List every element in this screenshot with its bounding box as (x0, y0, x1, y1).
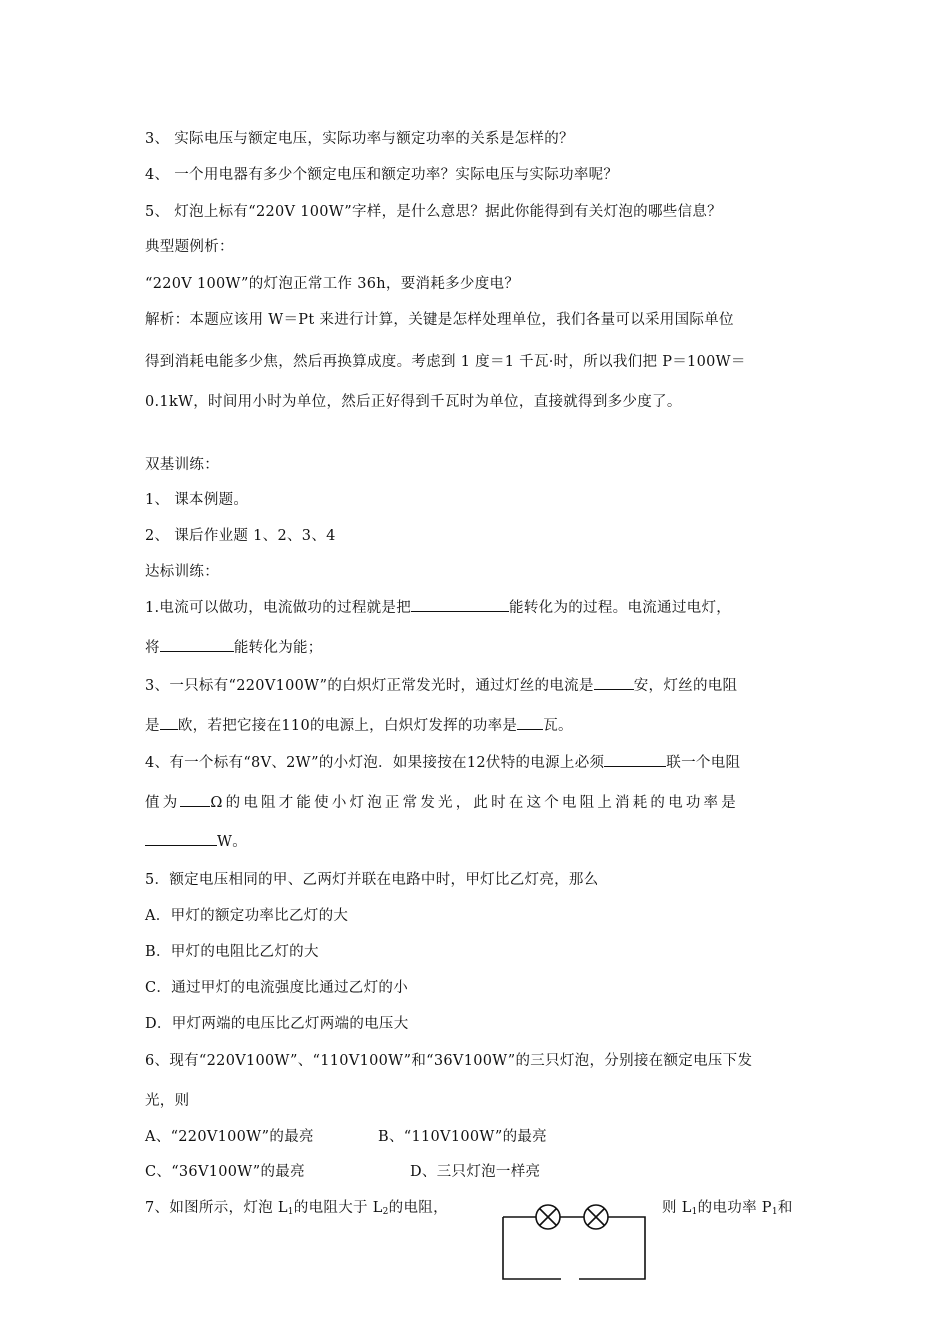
standard-q1-line-1 (145, 596, 731, 617)
q1-text-c: 将 (145, 640, 160, 656)
q1-text-d: 能转化为能； (233, 640, 323, 656)
q7-sub-3: 1 (691, 1207, 698, 1217)
q3-blank-1[interactable] (594, 674, 634, 690)
basic-item-1: 1、 课本例题。 (145, 492, 249, 508)
lamp-l1-cross (540, 1209, 557, 1226)
question-5: 5、 灯泡上标有“220V 100W”字样，是什么意思？据此你能得到有关灯泡的哪些信息？ (145, 204, 722, 220)
q7-sub-4: 1 (771, 1207, 778, 1217)
standard-q3-line-2 (145, 714, 573, 735)
q5-option-d: D．甲灯两端的电压比乙灯两端的电压大 (145, 1016, 409, 1032)
circuit-diagram (495, 1197, 655, 1287)
q4-text-d: Ω的电阻才能使小灯泡正常发光，此时在这个电阻上消耗的电功率是 (210, 795, 739, 811)
q4-text-a: 4、有一个标有“8V、2W”的小灯泡．如果接按在12伏特的电源上必须 (145, 755, 605, 771)
q5-option-b: B．甲灯的电阻比乙灯的大 (145, 944, 319, 960)
standard-q4-line-2 (145, 791, 739, 812)
q1-blank-2[interactable] (160, 636, 234, 652)
q4-text-e: W。 (217, 834, 248, 850)
q1-text-b: 能转化为的过程。电流通过电灯， (509, 600, 732, 616)
q1-text-a: 1.电流可以做功，电流做功的过程就是把 (145, 600, 412, 616)
q6-option-b: B、“110V100W”的最亮 (378, 1129, 547, 1145)
q3-blank-3[interactable] (517, 714, 543, 730)
q5-option-a: A．甲灯的额定功率比乙灯的大 (145, 908, 349, 924)
q7-sub-1: 1 (287, 1207, 294, 1217)
standard-q7-left (145, 1196, 448, 1217)
standard-q3-line-1 (145, 674, 737, 695)
standard-q4-line-3 (145, 830, 247, 851)
lamp-l2-cross (588, 1209, 605, 1226)
q4-text-b: 联一个电阻 (666, 755, 741, 771)
q7-sub-2: 2 (382, 1207, 389, 1217)
standard-q7-right (662, 1196, 793, 1217)
q3-text-e: 瓦。 (543, 718, 573, 734)
q4-blank-2[interactable] (180, 791, 210, 807)
q6-option-a: A、“220V100W”的最亮 (145, 1129, 314, 1145)
q6-option-c: C、“36V100W”的最亮 (145, 1164, 305, 1180)
q1-blank-1[interactable] (411, 596, 509, 612)
q4-text-c: 值为 (145, 795, 181, 811)
circuit-wire-left (503, 1217, 561, 1279)
analysis-line-3: 0.1kW，时间用小时为单位，然后正好得到千瓦时为单位，直接就得到多少度了。 (145, 394, 682, 410)
q3-text-d: 欧，若把它接在110的电源上，白炽灯发挥的功率是 (177, 718, 518, 734)
q7-text-a: 7、如图所示，灯泡 L (145, 1200, 288, 1216)
question-3: 3、 实际电压与额定电压，实际功率与额定功率的关系是怎样的？ (145, 131, 574, 147)
analysis-line-1: 解析：本题应该用 W＝Pt 来进行计算，关键是怎样处理单位，我们各量可以采用国际单位 (145, 312, 734, 328)
question-4: 4、 一个用电器有多少个额定电压和额定功率？实际电压与实际功率呢？ (145, 167, 619, 183)
standard-q5: 5．额定电压相同的甲、乙两灯并联在电路中时，甲灯比乙灯亮，那么 (145, 872, 599, 888)
standard-training-heading: 达标训练： (145, 564, 219, 580)
analysis-line-2: 得到消耗电能多少焦，然后再换算成度。考虑到 1 度＝1 千瓦·时，所以我们把 P＝100W＝ (145, 354, 746, 370)
q7-text-b: 的电阻大于 L (293, 1200, 383, 1216)
standard-q1-line-2 (145, 636, 323, 657)
q7-text-e: 的电功率 P (697, 1200, 772, 1216)
q3-blank-2[interactable] (160, 714, 178, 730)
q4-blank-1[interactable] (604, 751, 666, 767)
q5-option-c: C．通过甲灯的电流强度比通过乙灯的小 (145, 980, 408, 996)
q3-text-b: 安，灯丝的电阻 (633, 678, 738, 694)
standard-q4-line-1 (145, 751, 740, 772)
basic-training-heading: 双基训练： (145, 457, 219, 473)
standard-q6-line-2: 光，则 (145, 1093, 190, 1109)
example-heading: 典型题例析： (145, 239, 234, 255)
q7-text-f: 和 (777, 1200, 793, 1216)
q3-text-a: 3、一只标有“220V100W”的白炽灯正常发光时，通过灯丝的电流是 (145, 678, 594, 694)
q7-text-d: 则 L (662, 1200, 692, 1216)
q6-option-d: D、三只灯泡一样亮 (410, 1164, 541, 1180)
q7-text-c: 的电阻， (388, 1200, 448, 1216)
q4-blank-3[interactable] (145, 830, 217, 846)
q3-text-c: 是 (145, 718, 160, 734)
example-question: “220V 100W”的灯泡正常工作 36h，要消耗多少度电？ (145, 276, 520, 292)
basic-item-2: 2、 课后作业题 1、2、3、4 (145, 528, 336, 544)
standard-q6-line-1: 6、现有“220V100W”、“110V100W”和“36V100W”的三只灯泡，分别接在额定电压下发 (145, 1053, 753, 1069)
